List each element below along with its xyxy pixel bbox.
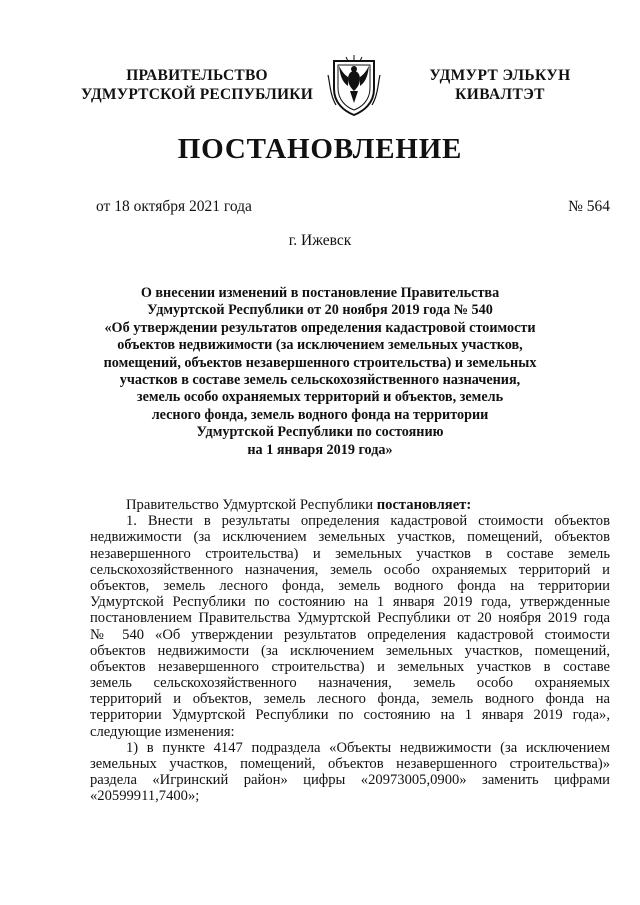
paragraph-2-line: 1) в пункте 4147 подраздела «Объекты недвижимости (за исключением	[126, 739, 610, 756]
document-date: от 18 октября 2021 года	[96, 198, 252, 215]
paragraph-1-line: территорий и объектов, земель лесного фонда, земель водного фонда на	[90, 691, 610, 708]
document-body	[90, 497, 610, 805]
paragraph-1-line: территории Удмуртской Республики по состоянию на 1 января 2019 года»,	[90, 707, 610, 724]
paragraph-2-line: «20599911,7400»;	[90, 788, 200, 805]
org-left-line-2: УДМУРТСКОЙ РЕСПУБЛИКИ	[81, 86, 313, 103]
title-line: Удмуртской Республики по состоянию	[196, 424, 444, 441]
title-line: О внесении изменений в постановление Правительства	[140, 285, 500, 301]
org-left-line-1: ПРАВИТЕЛЬСТВО	[126, 67, 268, 84]
paragraph-2-line: раздела «Игринский район» цифры «20973005,0900» заменить цифрами	[90, 772, 610, 789]
paragraph-1-line: недвижимости (за исключением земельных участков, помещений, объектов	[90, 529, 610, 546]
title-line: на 1 января 2019 года»	[247, 441, 393, 458]
paragraph-1-line: объектов, земель лесного фонда, земель водного фонда на территории	[90, 577, 610, 594]
title-line: лесного фонда, земель водного фонда на территории	[151, 406, 489, 423]
paragraph-1-line: Удмуртской Республики по состоянию на 1 января 2019 года, утвержденные	[90, 594, 610, 611]
intro-text: Правительство Удмуртской Республики	[126, 497, 377, 513]
org-right-line-2: КИВАЛТЭТ	[455, 86, 545, 103]
document-number: № 564	[568, 198, 610, 215]
paragraph-1-line: постановлением Правительства Удмуртской Республики от 20 ноября 2019 года	[90, 610, 610, 627]
title-line: участков в составе земель сельскохозяйственного назначения,	[119, 372, 521, 389]
intro-paragraph	[90, 497, 610, 513]
coat-of-arms-icon	[326, 55, 382, 117]
city-name: г. Ижевск	[288, 232, 352, 249]
title-line: помещений, объектов незавершенного строительства) и земельных	[103, 354, 537, 371]
title-line: Удмуртской Республики от 20 ноября 2019 года № 540	[147, 302, 493, 319]
paragraph-1-line: незавершенного строительства) и земельных участков в составе земель	[90, 545, 610, 562]
title-line: земель особо охраняемых территорий и объектов, земель	[136, 389, 504, 406]
paragraph-2-line: земельных участков, помещений, объектов незавершенного строительства)»	[90, 756, 610, 772]
organization-name-udmurt	[410, 66, 590, 104]
paragraph-1-line: № 540 «Об утверждении результатов определения кадастровой стоимости	[90, 626, 610, 643]
org-right-line-1: УДМУРТ ЭЛЬКУН	[429, 67, 571, 84]
title-line: «Об утверждении результатов определения кадастровой стоимости	[104, 319, 536, 336]
title-line: объектов недвижимости (за исключением земельных участков,	[117, 337, 523, 354]
paragraph-1-line: сельскохозяйственного назначения, земель особо охраняемых территорий и	[90, 561, 610, 578]
organization-name-russian	[72, 66, 322, 104]
paragraph-1-line: земель сельскохозяйственного назначения, земель особо охраняемых	[90, 675, 610, 692]
document-title	[60, 285, 580, 459]
paragraph-1-line: объектов незавершенного строительства) и земельных участков в составе	[90, 658, 610, 675]
paragraph-1-line: объектов недвижимости (за исключением земельных участков, помещений,	[90, 642, 610, 659]
paragraph-1-line: 1. Внести в результаты определения кадастровой стоимости объектов	[126, 513, 610, 530]
paragraph-1-line: следующие изменения:	[90, 723, 235, 740]
document-type-heading: ПОСТАНОВЛЕНИЕ	[177, 133, 463, 165]
intro-verb: постановляет:	[376, 497, 472, 513]
